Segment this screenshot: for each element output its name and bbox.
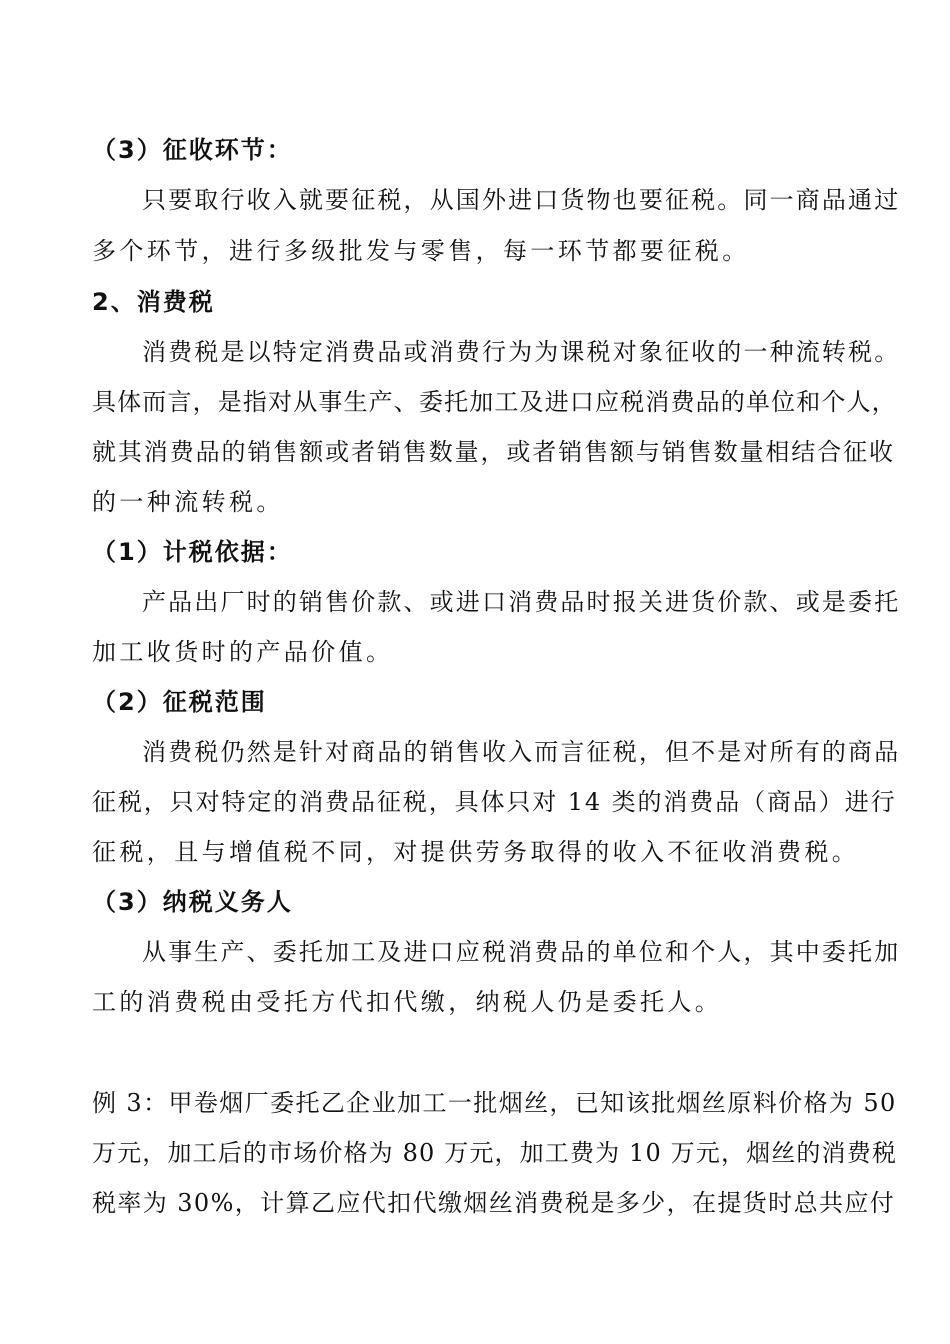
paragraph-line: 产品出厂时的销售价款、或进口消费品时报关进货价款、或是委托: [142, 588, 901, 616]
paragraph-line: 只要取行收入就要征税，从国外进口货物也要征税。同一商品通过: [142, 186, 901, 214]
paragraph-line: 征税，只对特定的消费品征税，具体只对 14 类的消费品（商品）进行: [92, 788, 897, 816]
section-heading-tax-scope: （2）征税范围: [92, 688, 267, 716]
paragraph-line: 消费税是以特定消费品或消费行为为课税对象征收的一种流转税。: [142, 338, 901, 366]
section-heading-consumption-tax: 2、消费税: [92, 288, 215, 316]
paragraph-line: 从事生产、委托加工及进口应税消费品的单位和个人，其中委托加: [142, 938, 901, 966]
paragraph-line: 具体而言，是指对从事生产、委托加工及进口应税消费品的单位和个人，: [92, 388, 897, 416]
example-line: 例 3：甲卷烟厂委托乙企业加工一批烟丝，已知该批烟丝原料价格为 50: [92, 1089, 897, 1117]
paragraph-line: 的一种流转税。: [92, 488, 284, 516]
section-heading-tax-basis: （1）计税依据：: [92, 538, 293, 566]
paragraph-line: 消费税仍然是针对商品的销售收入而言征税，但不是对所有的商品: [142, 738, 901, 766]
paragraph-line: 征税，且与增值税不同，对提供劳务取得的收入不征收消费税。: [92, 838, 860, 866]
paragraph-line: 就其消费品的销售额或者销售数量，或者销售额与销售数量相结合征收: [92, 438, 895, 466]
paragraph-line: 加工收货时的产品价值。: [92, 638, 394, 666]
paragraph-line: 工的消费税由受托方代扣代缴，纳税人仍是委托人。: [92, 988, 723, 1016]
example-line: 税率为 30%，计算乙应代扣代缴烟丝消费税是多少，在提货时总共应付: [92, 1189, 896, 1217]
paragraph-line: 多个环节，进行多级批发与零售，每一环节都要征税。: [92, 237, 750, 265]
section-heading-collection-stage: （3）征收环节：: [92, 136, 293, 164]
example-line: 万元，加工后的市场价格为 80 万元，加工费为 10 万元，烟丝的消费税: [92, 1139, 897, 1167]
section-heading-taxpayer: （3）纳税义务人: [92, 888, 293, 916]
